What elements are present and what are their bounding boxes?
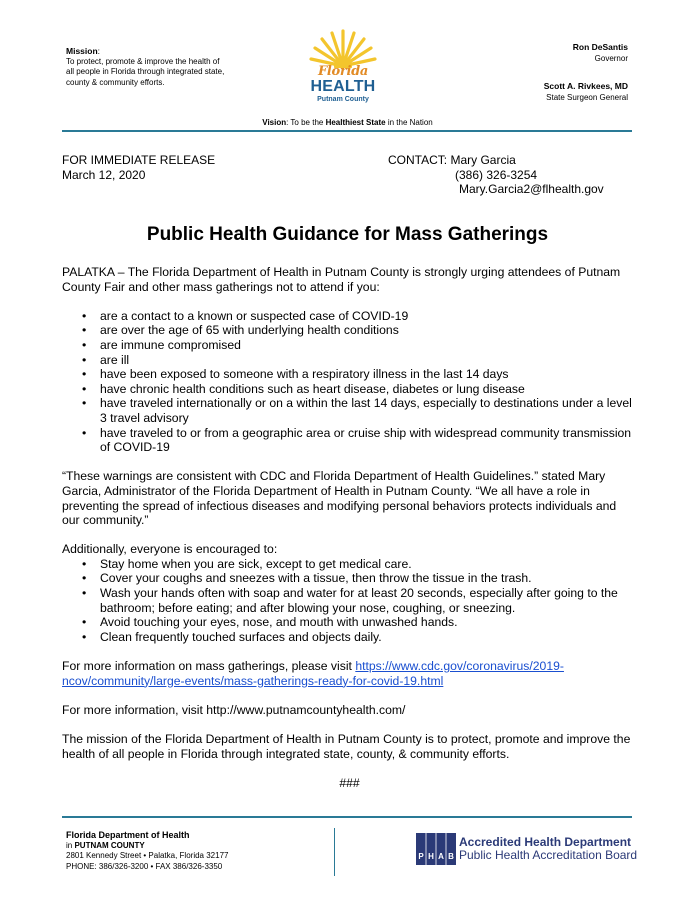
list-item: • have traveled to or from a geographic area or cruise ship with widespread community transmission of COVID-19 xyxy=(62,426,637,455)
logo-florida-text: Florida xyxy=(317,64,369,79)
list-item: • have traveled internationally or on a within the last 14 days, especially to destinations under a level 3 travel advisory xyxy=(62,396,637,425)
phab-letters xyxy=(416,852,456,861)
steps-list xyxy=(62,557,637,645)
sun-icon xyxy=(308,28,378,68)
list-item: • are over the age of 65 with underlying health conditions xyxy=(62,323,637,338)
end-mark: ### xyxy=(339,775,360,790)
header-divider xyxy=(62,130,632,132)
phab-letter: B xyxy=(448,852,454,861)
mission-text: To protect, promote & improve the health of all people in Florida through integrated state, county & community efforts. xyxy=(66,56,225,87)
accreditation-title: Accredited Health Department xyxy=(459,835,632,849)
list-item: • Clean frequently touched surfaces and objects daily. xyxy=(62,630,637,645)
footer-divider xyxy=(62,816,632,818)
contact-block xyxy=(388,153,604,197)
list-item: • Avoid touching your eyes, nose, and mouth with unwashed hands. xyxy=(62,615,637,630)
governor-name: Ron DeSantis xyxy=(572,42,628,52)
florida-health-logo xyxy=(308,28,378,108)
vision-post: in the Nation xyxy=(385,118,433,127)
mission-block xyxy=(66,46,226,88)
footer-phone-fax: PHONE: 386/326-3200 • FAX 386/326-3350 xyxy=(66,861,223,871)
surgeon-general-title: State Surgeon General xyxy=(546,93,628,102)
release-block xyxy=(62,153,215,182)
conditions-list xyxy=(62,309,637,455)
logo-county-text: Putnam County xyxy=(317,96,369,103)
phab-letter: A xyxy=(438,852,444,861)
more-info-paragraph xyxy=(62,659,637,688)
logo-health-text: HEALTH xyxy=(310,78,376,95)
contact-phone: (386) 326-3254 xyxy=(455,167,538,182)
accreditation-block xyxy=(459,836,637,862)
list-item: • are ill xyxy=(62,353,637,368)
page-title: Public Health Guidance for Mass Gatherings xyxy=(146,224,549,245)
list-item: • have chronic health conditions such as heart disease, diabetes or lung disease xyxy=(62,382,637,397)
vision-label: Vision xyxy=(262,118,287,127)
footer-county-pre: in xyxy=(66,840,75,850)
list-item: • are a contact to a known or suspected case of COVID-19 xyxy=(62,309,637,324)
footer-county: PUTNAM COUNTY xyxy=(74,840,145,850)
list-item: • are immune compromised xyxy=(62,338,637,353)
more-info-text: For more information on mass gatherings, please visit xyxy=(62,659,356,674)
officials-block xyxy=(478,42,628,103)
footer-address: 2801 Kennedy Street • Palatka, Florida 32177 xyxy=(66,851,229,860)
phab-letter: P xyxy=(418,852,424,861)
list-item: • Wash your hands often with soap and water for at least 20 seconds, especially after going to the bathroom; before eating; and after blowing your nose, coughing, or sneezing. xyxy=(62,586,637,615)
contact-name: CONTACT: Mary Garcia xyxy=(388,153,516,167)
intro-paragraph: PALATKA – The Florida Department of Health in Putnam County is strongly urging attendees of Putnam County Fair and other mass gatherings not to attend if you: xyxy=(62,265,621,294)
list-item: • Stay home when you are sick, except to get medical care. xyxy=(62,557,637,572)
release-label: FOR IMMEDIATE RELEASE xyxy=(62,153,216,167)
vision-statement: Vision: To be the Healthiest State in the Nation xyxy=(262,118,433,127)
press-release-body xyxy=(62,265,637,790)
list-item: • have been exposed to someone with a respiratory illness in the last 14 days xyxy=(62,367,637,382)
quote-paragraph: “These warnings are consistent with CDC and Florida Department of Health Guidelines.” stated Mary Garcia, Administrator of the Florida Department of Health in Putnam County. “We all have a role in preventing the spread of infectious diseases and modifying personal behaviors protects individuals and our community.” xyxy=(62,469,617,528)
vision-strong: Healthiest State xyxy=(325,118,386,127)
vision-pre: To be the xyxy=(290,118,326,127)
encouraged-heading: Additionally, everyone is encouraged to: xyxy=(62,542,278,557)
footer-separator xyxy=(334,828,335,876)
more-info-paragraph-2: For more information, visit http://www.putnamcountyhealth.com/ xyxy=(62,702,406,717)
release-date: March 12, 2020 xyxy=(62,167,146,182)
footer-address-block xyxy=(66,830,228,872)
contact-email: Mary.Garcia2@flhealth.gov xyxy=(459,182,604,196)
mission-label: Mission : xyxy=(66,46,226,57)
cdc-link[interactable]: https://www.cdc.gov/coronavirus/2019-ncov/community/large-events/mass-gatherings-ready-for-covid-19.html xyxy=(62,659,564,688)
surgeon-general-name: Scott A. Rivkees, MD xyxy=(543,81,628,91)
phab-letter: H xyxy=(428,852,434,861)
list-item: • Cover your coughs and sneezes with a tissue, then throw the tissue in the trash. xyxy=(62,571,637,586)
governor-title: Governor xyxy=(594,54,628,63)
mission-paragraph: The mission of the Florida Department of Health in Putnam County is to protect, promote and improve the health of all people in Florida through integrated state, county, & community efforts. xyxy=(62,732,631,761)
accreditation-board: Public Health Accreditation Board xyxy=(459,848,638,862)
footer-org: Florida Department of Health xyxy=(66,830,190,840)
